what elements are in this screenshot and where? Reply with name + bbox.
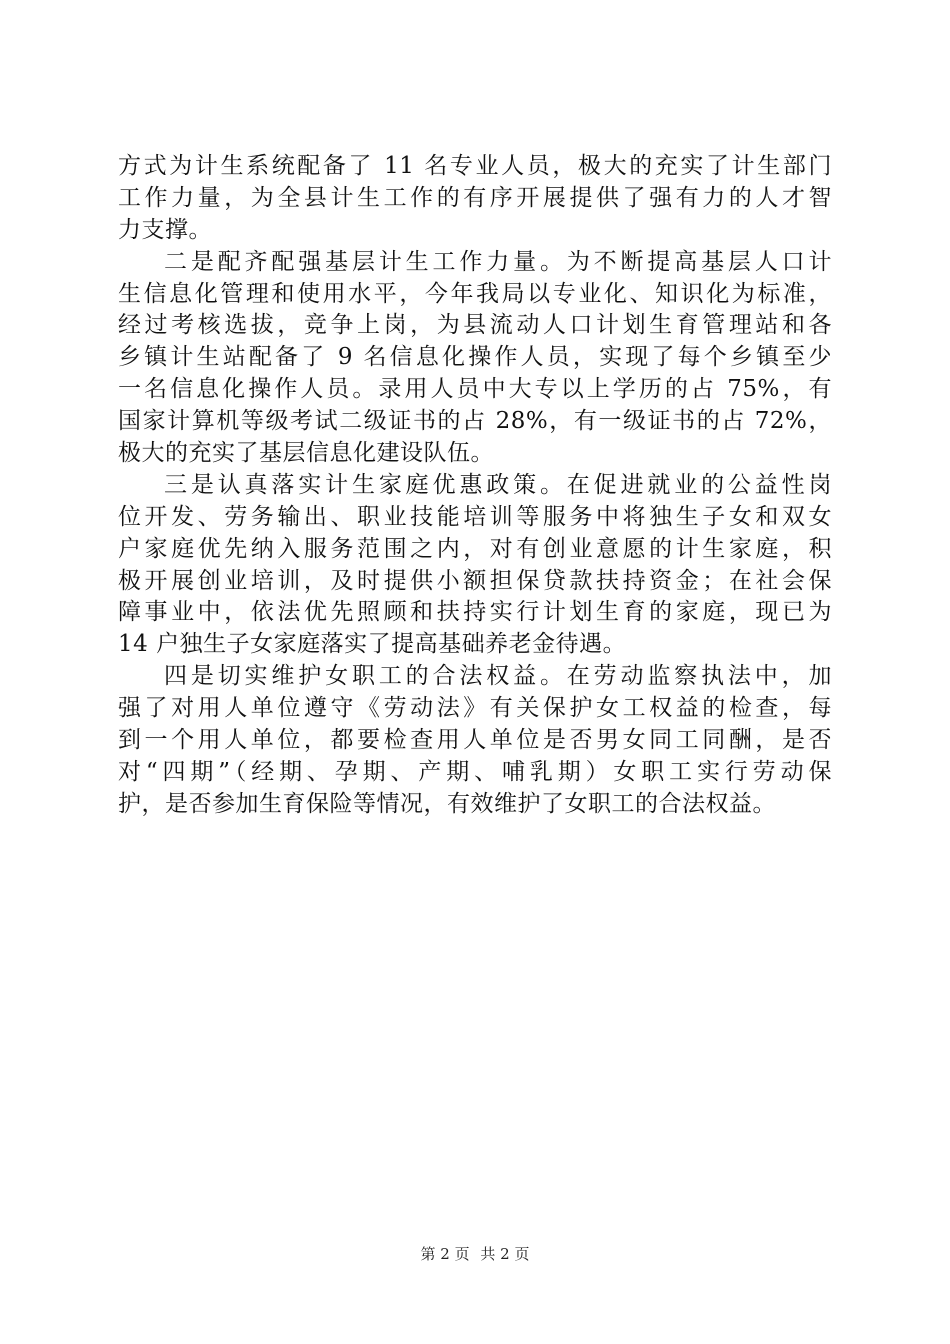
text-line: 护，是否参加生育保险等情况，有效维护了女职工的合法权益。 bbox=[118, 790, 776, 817]
page-number: 第 2 页 bbox=[420, 1245, 470, 1263]
paragraph-start-line: 四是切实维护女职工的合法权益。在劳动监察执法中，加 bbox=[164, 663, 832, 690]
text-line: 位开发、劳务输出、职业技能培训等服务中将独生子女和双女 bbox=[118, 503, 832, 530]
text-line: 工作力量，为全县计生工作的有序开展提供了强有力的人才智 bbox=[118, 184, 832, 211]
text-line: 14 户独生子女家庭落实了提高基础养老金待遇。 bbox=[118, 631, 627, 658]
text-line: 强了对用人单位遵守《劳动法》有关保护女工权益的检查，每 bbox=[118, 695, 832, 722]
text-line: 到一个用人单位，都要检查用人单位是否男女同工同酬，是否 bbox=[118, 727, 832, 754]
text-line: 国家计算机等级考试二级证书的占 28%，有一级证书的占 72%， bbox=[118, 408, 832, 435]
text-line: 户家庭优先纳入服务范围之内，对有创业意愿的计生家庭，积 bbox=[118, 535, 832, 562]
text-line: 力支撑。 bbox=[118, 216, 212, 243]
text-line: 一名信息化操作人员。录用人员中大专以上学历的占 75%，有 bbox=[118, 376, 832, 403]
text-line: 方式为计生系统配备了 11 名专业人员，极大的充实了计生部门 bbox=[118, 153, 832, 179]
document-body bbox=[118, 151, 832, 821]
page-footer bbox=[0, 1244, 950, 1264]
text-line: 经过考核选拔，竞争上岗，为县流动人口计划生育管理站和各 bbox=[118, 312, 832, 339]
paragraph-start-line: 三是认真落实计生家庭优惠政策。在促进就业的公益性岗 bbox=[164, 471, 832, 498]
page-total: 共 2 页 bbox=[480, 1245, 530, 1263]
text-line: 生信息化管理和使用水平，今年我局以专业化、知识化为标准， bbox=[118, 280, 832, 307]
text-line: 乡镇计生站配备了 9 名信息化操作人员，实现了每个乡镇至少 bbox=[118, 344, 832, 371]
text-line: 极大的充实了基层信息化建设队伍。 bbox=[118, 440, 494, 467]
text-line: 极开展创业培训，及时提供小额担保贷款扶持资金；在社会保 bbox=[118, 567, 832, 594]
paragraph-start-line: 二是配齐配强基层计生工作力量。为不断提高基层人口计 bbox=[164, 248, 832, 275]
text-line: 对“四期”（经期、孕期、产期、哺乳期）女职工实行劳动保 bbox=[118, 758, 832, 785]
text-line: 障事业中，依法优先照顾和扶持实行计划生育的家庭，现已为 bbox=[118, 599, 832, 626]
